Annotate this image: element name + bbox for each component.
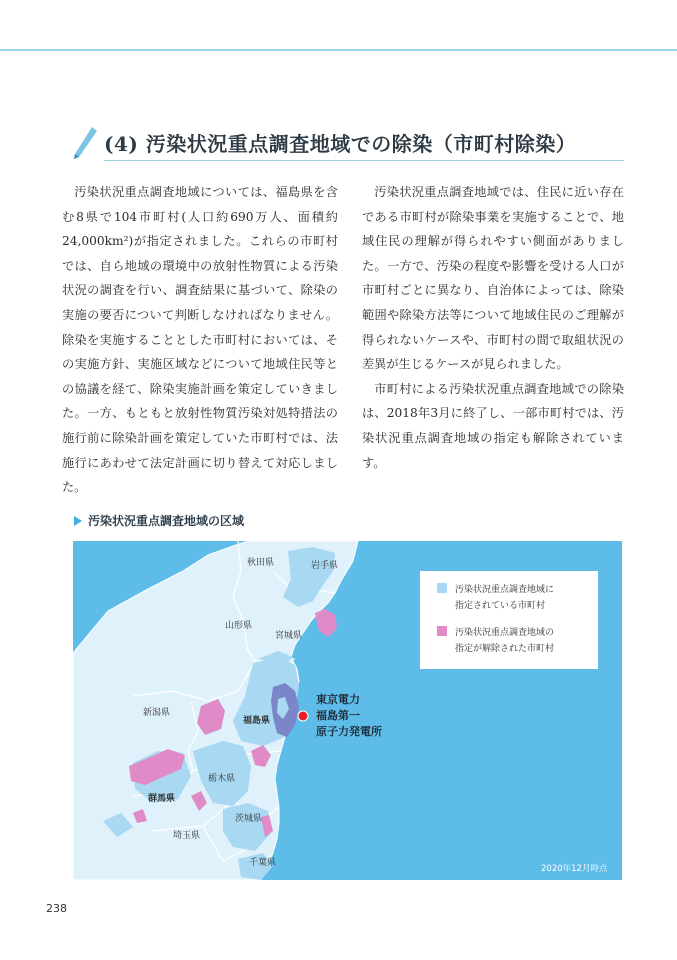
- body-column-right: [362, 180, 624, 475]
- map-section-label-text: 汚染状況重点調査地域の区域: [88, 514, 245, 528]
- body-column-left: [62, 180, 338, 500]
- pref-label-iwate: 岩手県: [311, 561, 339, 571]
- heading-rule: [104, 160, 624, 161]
- legend-designated-line-2: 指定されている市町村: [455, 601, 546, 611]
- paragraph: 汚染状況重点調査地域については、福島県を含む8県で104市町村(人口約690万人、面積約24,000km²)が指定されました。これらの市町村では、自ら地域の環境中の放射性物質による汚染状況の調査を行い、調査結果に基づいて、除染の実施の要否について判断しなければなりません。除染を実施することとした市町村においては、その実施方針、実施区域などについて地域住民等との協議を経て、除染実施計画を策定していきました。一方、もともと放射性物質汚染対処特措法の施行前に除染計画を策定していた市町村では、法施行にあわせて法定計画に切り替えて対応しました。: [62, 185, 338, 495]
- plant-label-line-2: 福島第一: [316, 709, 360, 722]
- paragraph: 市町村による汚染状況重点調査地域での除染は、2018年3月に終了し、一部市町村では、汚染状況重点調査地域の指定も解除されています。: [362, 381, 624, 470]
- legend-released-line-1: 汚染状況重点調査地域の: [455, 628, 555, 638]
- pref-label-tochigi: 栃木県: [208, 774, 236, 784]
- page-number: 238: [46, 902, 67, 915]
- power-plant-marker: [298, 711, 308, 721]
- pref-label-fukushima: 福島県: [243, 716, 271, 726]
- pref-label-chiba: 千葉県: [249, 858, 277, 868]
- as-of-note: 2020年12月時点: [541, 864, 608, 874]
- map-section-label: [74, 512, 244, 529]
- legend-designated-line-1: 汚染状況重点調査地域に: [455, 585, 555, 595]
- pref-label-niigata: 新潟県: [143, 708, 171, 718]
- pref-label-miyagi: 宮城県: [275, 631, 303, 641]
- section-heading: [70, 122, 630, 166]
- map-figure: [73, 541, 622, 880]
- section-title: (4) 汚染状況重点調査地域での除染（市町村除染）: [104, 132, 577, 156]
- top-rule: [0, 49, 677, 51]
- plant-label-line-1: 東京電力: [316, 693, 360, 706]
- contamination-map: [73, 541, 622, 880]
- paragraph: 汚染状況重点調査地域では、住民に近い存在である市町村が除染事業を実施することで、地域住民の理解が得られやすい側面がありました。一方で、汚染の程度や影響を受ける人口が市町村ごとに異なり、自治体によっては、除染範囲や除染方法等について地域住民のご理解が得られないケースや、市町村の間で取組状況の差異が生じるケースが見られました。: [362, 185, 624, 372]
- legend-released-line-2: 指定が解除された市町村: [455, 644, 555, 654]
- pen-icon: [72, 126, 98, 160]
- pref-label-yamagata: 山形県: [225, 621, 253, 631]
- pref-label-akita: 秋田県: [247, 558, 275, 568]
- legend: [420, 571, 598, 669]
- legend-swatch-released: [437, 626, 447, 636]
- plant-label-line-3: 原子力発電所: [316, 725, 382, 738]
- pref-label-ibaraki: 茨城県: [235, 814, 263, 824]
- legend-swatch-designated: [437, 583, 447, 593]
- triangle-bullet-icon: [74, 516, 82, 526]
- pref-label-gunma: 群馬県: [148, 794, 176, 804]
- pref-label-saitama: 埼玉県: [173, 831, 201, 841]
